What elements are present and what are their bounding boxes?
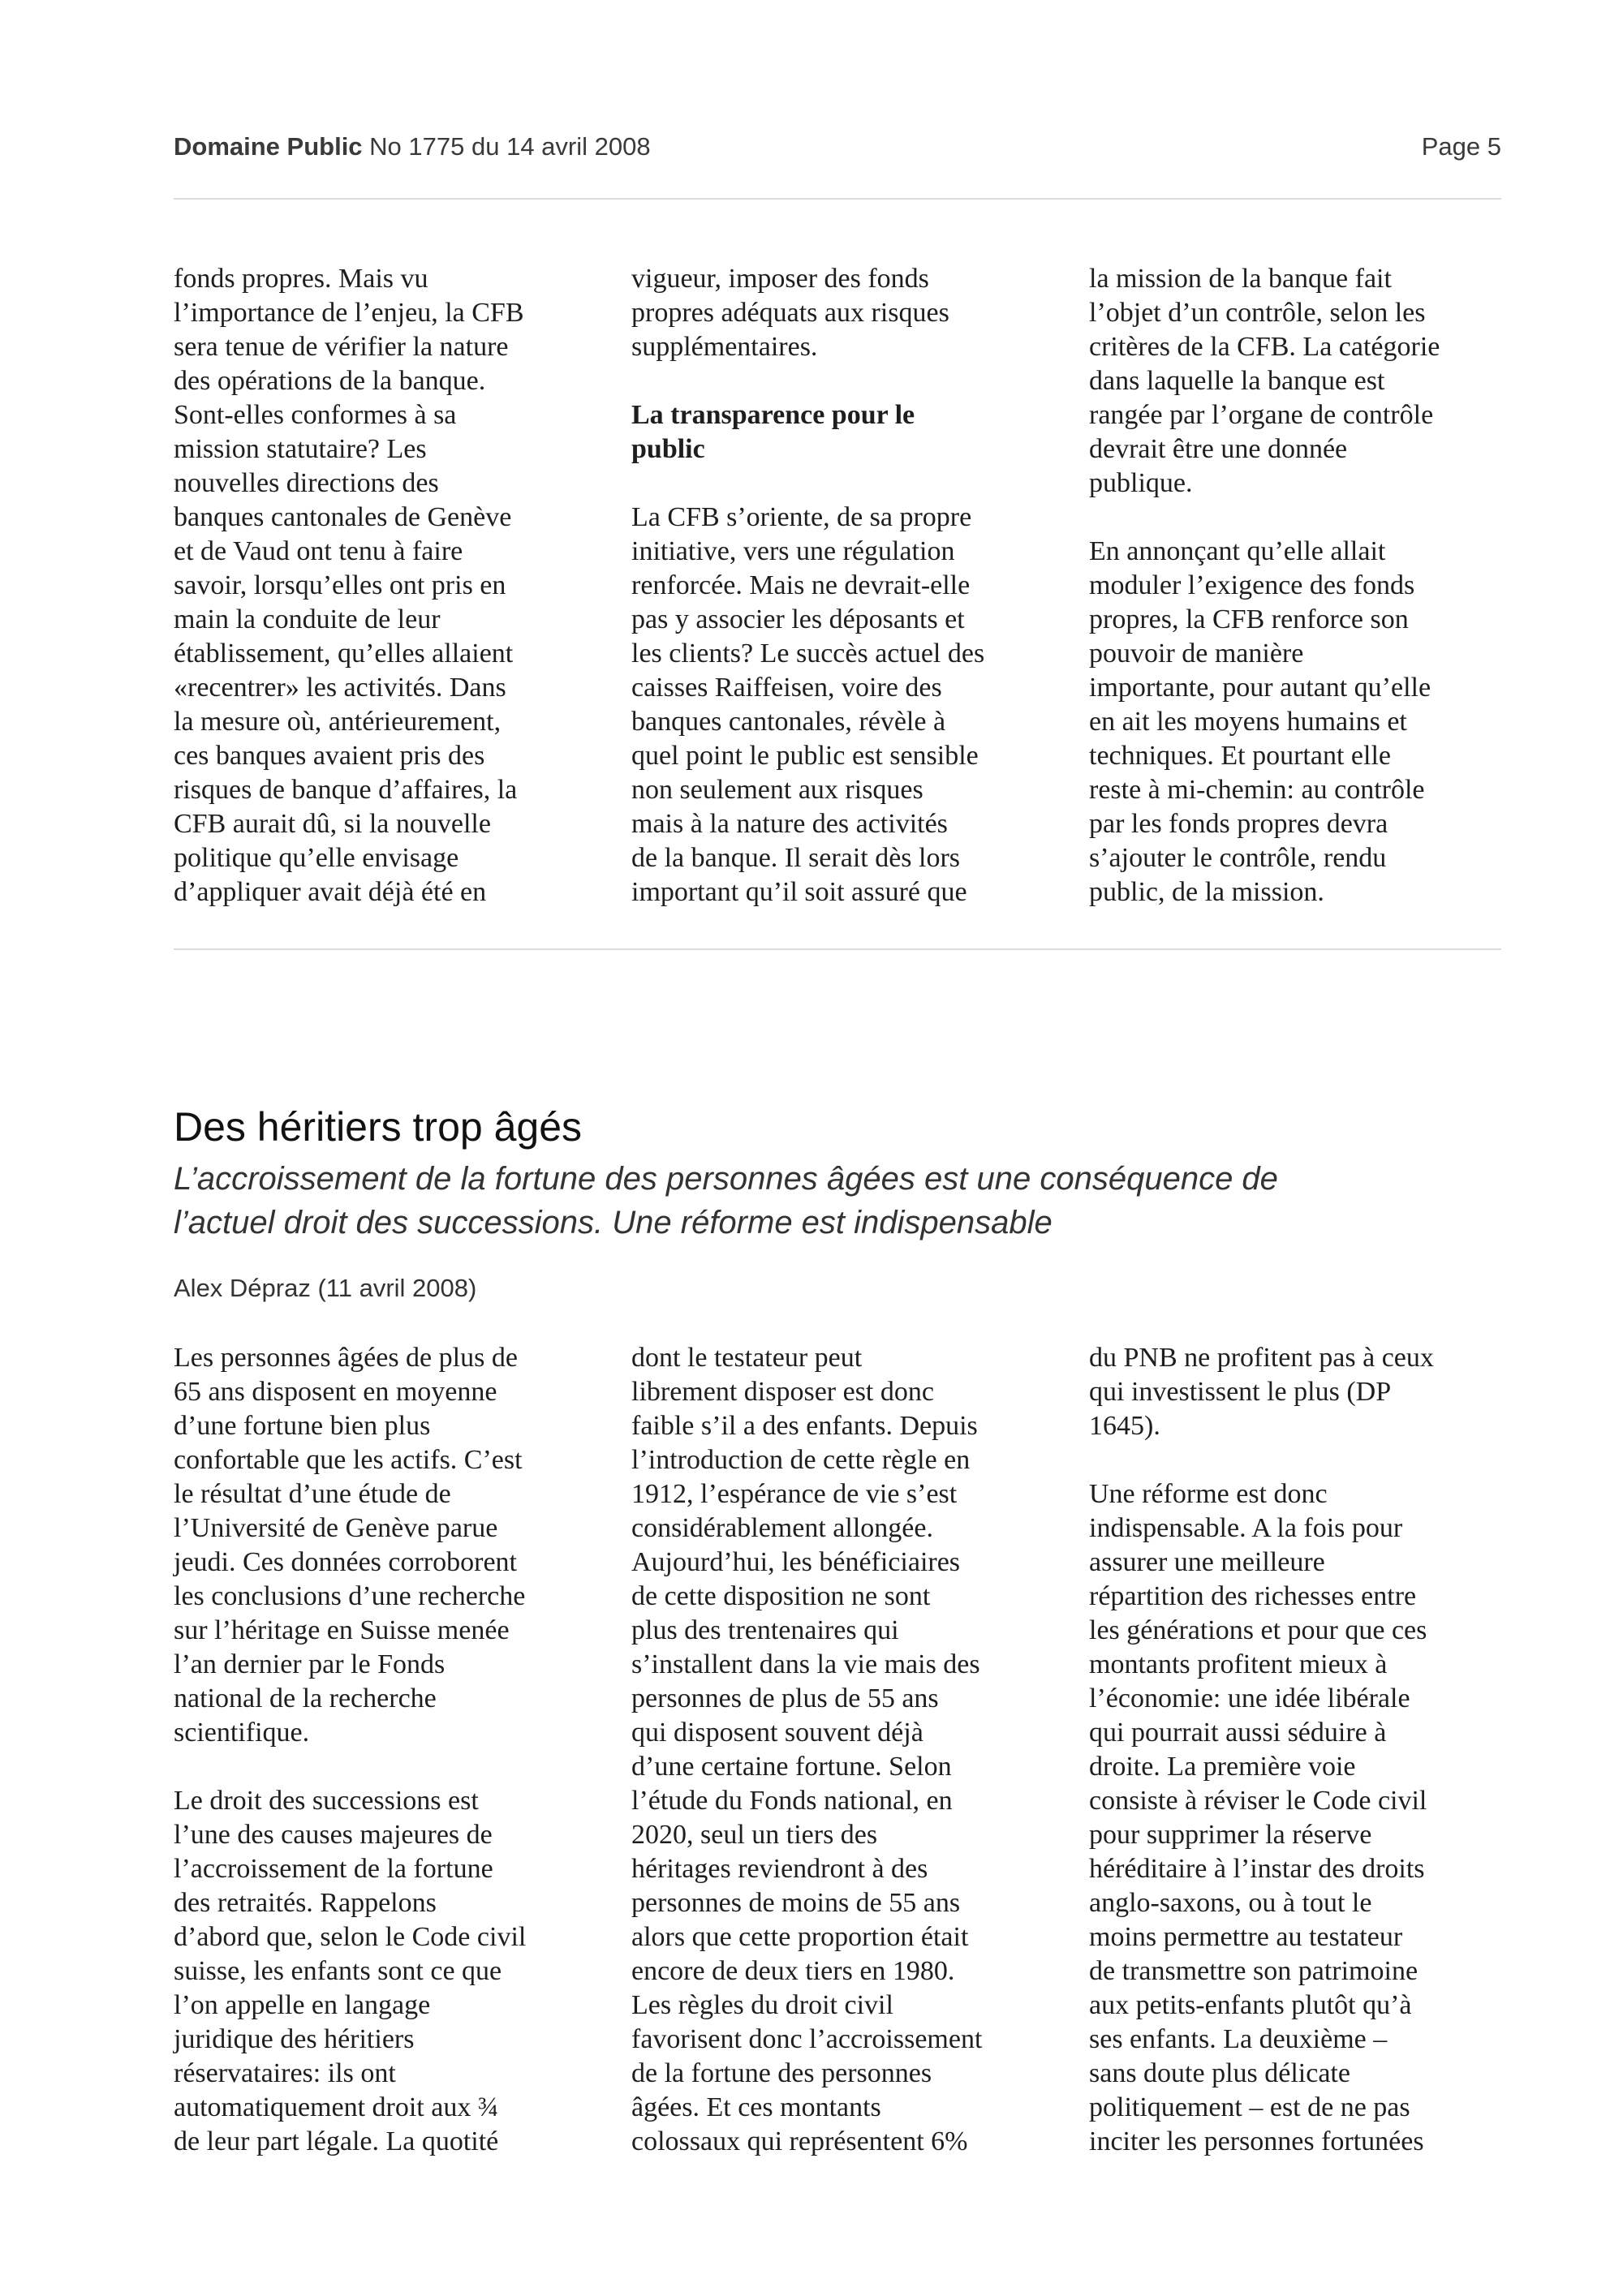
article-title: Des héritiers trop âgés — [174, 1104, 583, 1150]
column-2 — [631, 1341, 1061, 2193]
header-left — [174, 132, 651, 161]
column-3 — [1089, 262, 1519, 944]
header-divider — [174, 198, 1501, 200]
page-number: Page 5 — [1421, 132, 1501, 161]
paragraph: vigueur, imposer des fonds propres adéquats aux risques supplémentaires. — [631, 264, 949, 362]
section-divider — [174, 948, 1501, 950]
article-body — [174, 1341, 1501, 2193]
publication-name: Domaine Public — [174, 132, 363, 161]
column-2 — [631, 262, 1061, 944]
paragraph: Le droit des successions est l’une des causes majeures de l’accroissement de la fortune des retraités. Rappelons d’abord que, selon le Code civil suisse, les enfants sont ce que l’on appelle en langage juridique des héritiers réservataires: ils ont automatiquement droit aux ¾ de leur part légale. La quotité — [174, 1786, 527, 2156]
paragraph: Une réforme est donc indispensable. A la fois pour assurer une meilleure répartition des richesses entre les générations et pour que ces montants profitent mieux à l’économie: une idée libérale qui pourrait aussi séduire à droite. La première voie consiste à réviser le Code civil pour supprimer la réserve héréditaire à l’instar des droits anglo-saxons, ou à tout le moins permettre au testateur de transmettre son patrimoine aux petits-enfants plutôt qu’à ses enfants. La deuxième – sans doute plus délicate politiquement – est de ne pas inciter les personnes fortunées — [1089, 1479, 1427, 2156]
paragraph: La CFB s’oriente, de sa propre initiative, vers une régulation renforcée. Mais ne devrait-elle pas y associer les déposants et les clients? Le succès actuel des caisses Raiffeisen, voire des banques cantonales, révèle à quel point le public est sensible non seulement aux risques mais à la nature des activités de la banque. Il serait dès lors important qu’il soit assuré que — [631, 502, 985, 907]
byline: Alex Dépraz (11 avril 2008) — [174, 1274, 477, 1302]
article-continuation — [174, 262, 1501, 927]
column-1 — [174, 262, 604, 944]
paragraph: dont le testateur peut librement disposer est donc faible s’il a des enfants. Depuis l’introduction de cette règle en 1912, l’espérance de vie s’est considérablement allongée. Aujourd’hui, les bénéficiaires de cette disposition ne sont plus des trentenaires qui s’installent dans la vie mais des personnes de plus de 55 ans qui disposent souvent déjà d’une certaine fortune. Selon l’étude du Fonds national, en 2020, seul un tiers des héritages reviendront à des personnes de moins de 55 ans alors que cette proportion était encore de deux tiers en 1980. Les règles du droit civil favorisent donc l’accroissement de la fortune des personnes âgées. Et ces montants colossaux qui représentent 6% — [631, 1343, 983, 2156]
issue-info: No 1775 du 14 avril 2008 — [369, 132, 651, 161]
paragraph: la mission de la banque fait l’objet d’un contrôle, selon les critères de la CFB. La catégorie dans laquelle la banque est rangée par l’organe de contrôle devrait être une donnée publique. — [1089, 264, 1440, 498]
paragraph: fonds propres. Mais vu l’importance de l’enjeu, la CFB sera tenue de vérifier la nature des opérations de la banque. Sont-elles conformes à sa mission statutaire? Les nouvelles directions des banques cantonales de Genève et de Vaud ont tenu à faire savoir, lorsqu’elles ont pris en main la conduite de leur établissement, qu’elles allaient «recentrer» les activités. Dans la mesure où, antérieurement, ces banques avaient pris des risques de banque d’affaires, la CFB aurait dû, si la nouvelle politique qu’elle envisage d’appliquer avait déjà été en — [174, 264, 524, 907]
column-3 — [1089, 1341, 1519, 2193]
section-heading: La transparence pour le public — [631, 400, 915, 464]
column-1 — [174, 1341, 604, 2193]
article-lead: L’accroissement de la fortune des personnes âgées est une conséquence de l’actuel droit des successions. Une réforme est indispensable — [174, 1161, 1278, 1240]
paragraph: Les personnes âgées de plus de 65 ans disposent en moyenne d’une fortune bien plus confortable que les actifs. C’est le résultat d’une étude de l’Université de Genève parue jeudi. Ces données corroborent les conclusions d’une recherche sur l’héritage en Suisse menée l’an dernier par le Fonds national de la recherche scientifique. — [174, 1343, 526, 1748]
page-header — [174, 132, 1501, 173]
paragraph: du PNB ne profitent pas à ceux qui investissent le plus (DP 1645). — [1089, 1343, 1434, 1441]
paragraph: En annonçant qu’elle allait moduler l’exigence des fonds propres, la CFB renforce son pouvoir de manière importante, pour autant qu’elle en ait les moyens humains et techniques. Et pourtant elle reste à mi-chemin: au contrôle par les fonds propres devra s’ajouter le contrôle, rendu public, de la mission. — [1089, 536, 1431, 907]
